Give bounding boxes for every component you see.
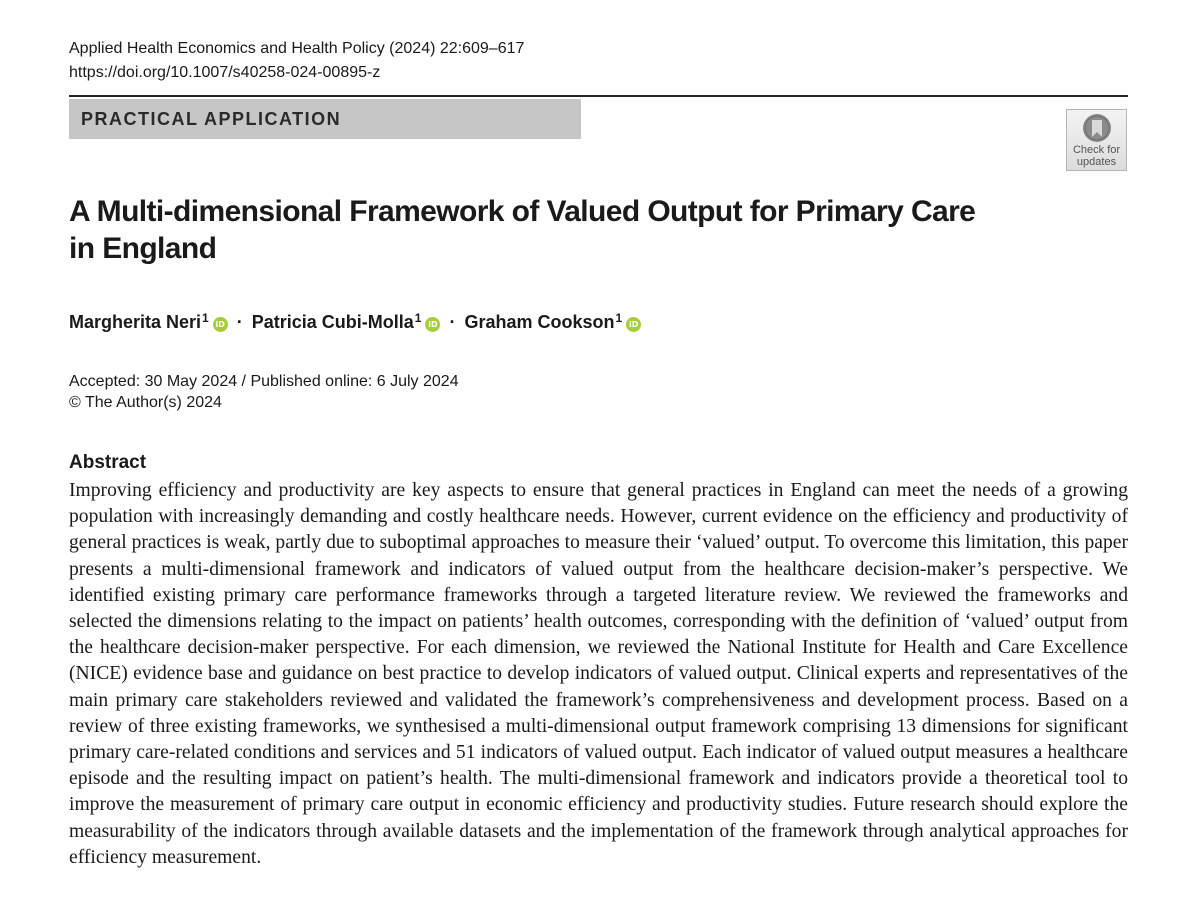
- publication-dates: [69, 371, 459, 413]
- section-banner: [69, 99, 581, 139]
- abstract-heading: Abstract: [69, 452, 147, 473]
- orcid-icon[interactable]: iD: [626, 317, 641, 332]
- author-name[interactable]: Graham Cookson: [464, 312, 615, 332]
- author-name[interactable]: Patricia Cubi-Molla: [251, 312, 414, 332]
- author-separator: ·: [236, 312, 243, 332]
- header-rule: [69, 95, 1128, 97]
- title-line-2: in England: [69, 232, 217, 265]
- accepted-published-line: Accepted: 30 May 2024 / Published online: 6 July 2024: [69, 373, 459, 390]
- section-label: PRACTICAL APPLICATION: [81, 109, 342, 129]
- copyright-line: © The Author(s) 2024: [69, 394, 222, 411]
- affiliation-marker: 1: [202, 311, 209, 325]
- author-name[interactable]: Margherita Neri: [69, 312, 202, 332]
- check-for-updates-button[interactable]: [1066, 109, 1127, 171]
- orcid-icon[interactable]: iD: [213, 317, 228, 332]
- author-list: [69, 306, 641, 334]
- bookmark-icon: [1082, 113, 1112, 143]
- title-line-1: A Multi-dimensional Framework of Valued Output for Primary Care: [69, 195, 976, 228]
- doi-link[interactable]: https://doi.org/10.1007/s40258-024-00895-z: [69, 64, 381, 81]
- author-separator: ·: [449, 312, 456, 332]
- affiliation-marker: 1: [414, 311, 422, 325]
- affiliation-marker: 1: [615, 311, 623, 325]
- abstract-text: Improving efficiency and productivity are key aspects to ensure that general practices in England can meet the needs of a growing population with increasingly demanding and costly healthcare needs. However, current evidence on the efficiency and productivity of general practices is weak, partly due to suboptimal approaches to measure their ‘valued’ output. To overcome this limitation, this paper presents a multi-dimensional framework and indicators of valued output from the healthcare decision-maker’s perspective. We identified existing primary care performance frameworks through a targeted literature review. We reviewed the frameworks and selected the dimensions relating to the impact on patients’ health outcomes, corresponding with the definition of ‘valued’ output from the healthcare decision-maker perspective. For each dimension, we reviewed the National Institute for Health and Care Excellence (NICE) evidence base and guidance on best practice to develop indicators of valued output. Clinical experts and representatives of the main primary care stakeholders reviewed and validated the framework’s comprehensiveness and development process. Based on a review of three existing frameworks, we synthesised a multi-dimensional output framework comprising 13 dimensions for significant primary care-related conditions and services and 51 indicators of valued output. Each indicator of valued output measures a healthcare episode and the resulting impact on patient’s health. The multi-dimensional framework and indicators provide a theoretical tool to improve the measurement of primary care output in economic efficiency and productivity studies. Future research should explore the measurability of the indicators through available datasets and the implementation of the framework through analytical approaches for efficiency measurement.: [69, 480, 1128, 868]
- paper-title: [69, 193, 1069, 267]
- journal-citation: Applied Health Economics and Health Policy (2024) 22:609–617: [69, 40, 525, 57]
- check-updates-line1: Check for: [1072, 144, 1121, 156]
- orcid-icon[interactable]: iD: [425, 317, 440, 332]
- check-updates-line2: updates: [1076, 156, 1117, 168]
